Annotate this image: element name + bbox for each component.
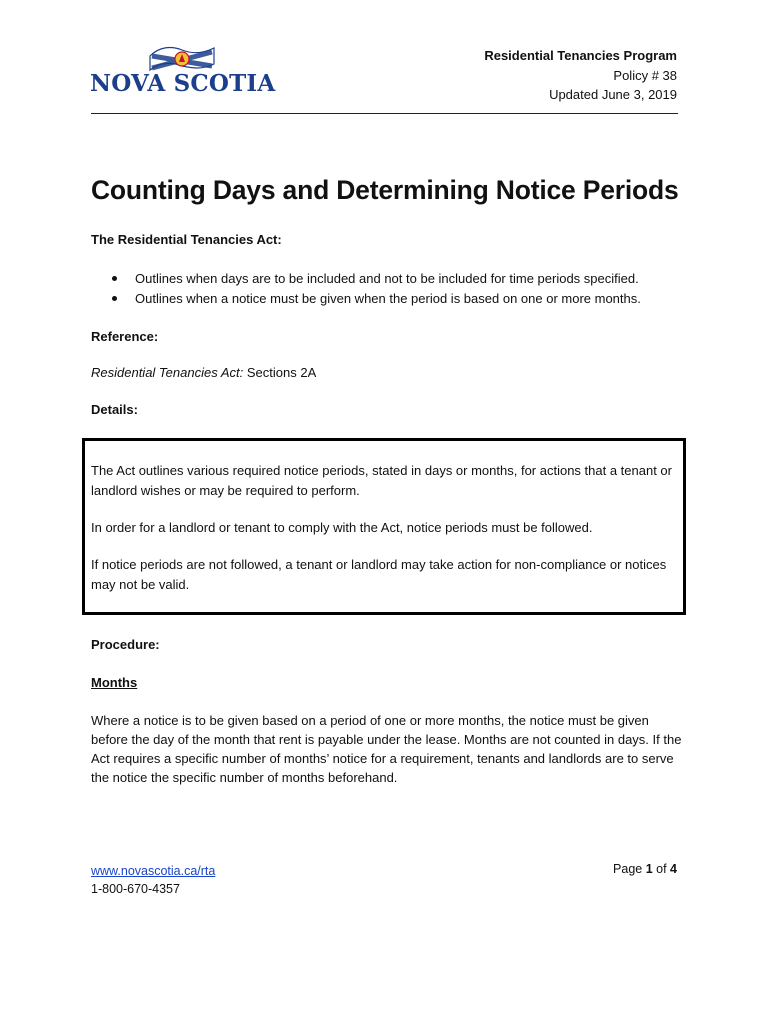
page-current: 1 [645, 862, 653, 876]
bullet-item: Outlines when a notice must be given when the period is based on one or more months. [108, 289, 641, 309]
reference-line [91, 365, 316, 380]
details-box [82, 438, 686, 615]
updated-date: Updated June 3, 2019 [549, 87, 677, 102]
bullet-item: Outlines when days are to be included and not to be included for time periods specified. [108, 269, 641, 289]
website-link[interactable]: www.novascotia.ca/rta [91, 864, 216, 878]
program-name: Residential Tenancies Program [484, 48, 677, 63]
reference-heading: Reference: [91, 329, 159, 344]
page-number [613, 862, 677, 876]
header-divider [91, 113, 678, 114]
nova-scotia-logo [90, 44, 280, 100]
policy-number: Policy # 38 [613, 67, 677, 83]
phone-number: 1-800-670-4357 [91, 882, 180, 896]
page-label: Page [613, 862, 646, 876]
header-info [484, 46, 677, 105]
details-heading: Details: [91, 402, 138, 417]
page-of: of [652, 862, 671, 876]
act-bullet-list [108, 269, 641, 308]
details-paragraph: The Act outlines various required notice periods, stated in days or months, for actions that a tenant or landlord wishes or may be required to perform. [91, 463, 672, 498]
months-heading: Months [91, 675, 138, 690]
act-heading: The Residential Tenancies Act: [91, 232, 282, 247]
details-paragraph: In order for a landlord or tenant to comply with the Act, notice periods must be followed. [91, 520, 593, 535]
act-sections: Sections 2A [243, 365, 317, 380]
page-total: 4 [670, 862, 677, 876]
months-paragraph: Where a notice is to be given based on a period of one or more months, the notice must be given before the day of the month that rent is payable under the lease. Months are not counted in days. If the Act requires a specific number of months’ notice for a requirement, tenants and landlords are to serve the notice the specific number of months beforehand. [91, 713, 682, 785]
logo-wordmark: NOVA SCOTIA [90, 70, 276, 97]
procedure-heading: Procedure: [91, 637, 160, 652]
page-title: Counting Days and Determining Notice Periods [91, 175, 679, 205]
footer-contact [91, 862, 215, 898]
act-name: Residential Tenancies Act: [91, 365, 244, 380]
details-paragraph: If notice periods are not followed, a tenant or landlord may take action for non-compliance or notices may not be valid. [91, 557, 667, 592]
